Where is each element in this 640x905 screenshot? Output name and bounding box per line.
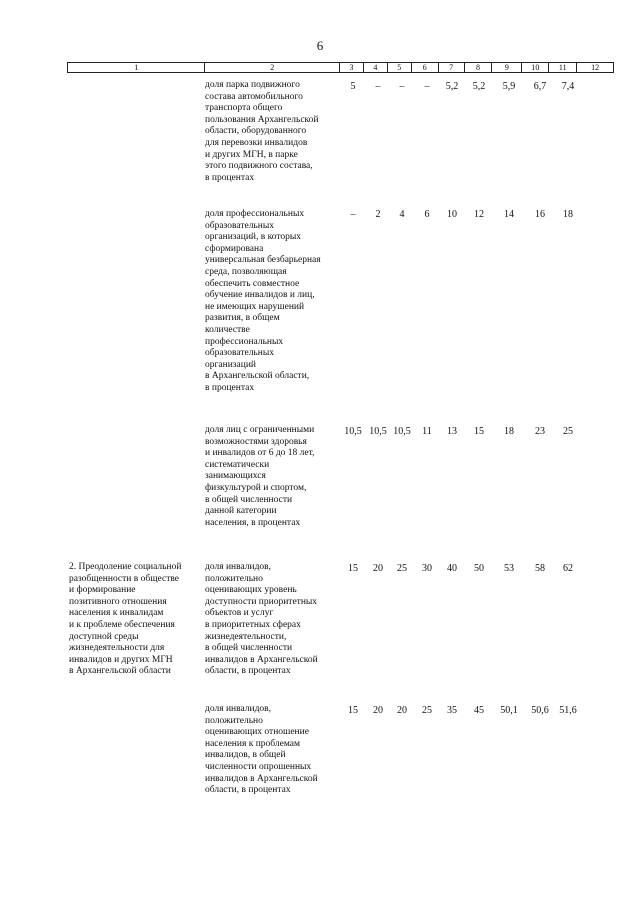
value-cell: 4 — [399, 209, 405, 220]
header-cell: 12 — [591, 63, 600, 72]
value-cell: 16 — [535, 209, 545, 220]
value-cell: – — [350, 209, 356, 220]
value-cell: 51,6 — [559, 705, 577, 716]
value-cell: 2 — [375, 209, 381, 220]
value-cell: 5,9 — [502, 81, 516, 92]
value-cell: 6,7 — [533, 81, 547, 92]
header-cell: 7 — [439, 63, 465, 72]
header-cell: 1 — [68, 63, 205, 72]
value-cell: 18 — [563, 209, 573, 220]
value-cell: 10,5 — [369, 426, 387, 437]
value-cell: 5,2 — [445, 81, 459, 92]
value-cell: 5 — [350, 81, 356, 92]
indicator-text: доля профессиональных образовательных организаций, в которых сформирована универсальная безбарьерная среда, позволяющая обеспечить совместное обучение инвалидов и лиц, не имеющих нарушений развития, в общем количестве профессиональных образовательных организаций в Архангельской области, в процентах — [205, 209, 321, 393]
value-cell: 20 — [373, 563, 383, 574]
value-cell: 10 — [447, 209, 457, 220]
header-cell: 10 — [522, 63, 549, 72]
indicator-text: доля лиц с ограниченными возможностями здоровья и инвалидов от 6 до 18 лет, систематически занимающихся физкультурой и спортом, в общей численности данной категории населения, в процентах — [205, 425, 315, 528]
value-cell: 18 — [504, 426, 514, 437]
indicator-text: доля инвалидов, положительно оценивающих уровень доступности приоритетных объектов и услуг в приоритетных сферах жизнедеятельности, в общей численности инвалидов в Архангельской области, в процентах — [205, 562, 318, 677]
value-cell: 23 — [535, 426, 545, 437]
value-cell: 53 — [504, 563, 514, 574]
value-cell: 25 — [397, 563, 407, 574]
page-number: 6 — [316, 38, 324, 53]
value-cell: 7,4 — [561, 81, 575, 92]
value-cell: – — [399, 81, 405, 92]
value-cell: 30 — [422, 563, 432, 574]
table-header-row — [67, 62, 614, 73]
value-cell: 15 — [348, 563, 358, 574]
header-cell: 6 — [412, 63, 439, 72]
value-cell: 40 — [447, 563, 457, 574]
value-cell: 15 — [348, 705, 358, 716]
value-cell: – — [375, 81, 381, 92]
header-cell: 2 — [205, 63, 340, 72]
indicator-text: доля инвалидов, положительно оценивающих отношение населения к проблемам инвалидов, в общей численности опрошенных инвалидов в Архангельской области, в процентах — [205, 704, 318, 796]
value-cell: 6 — [424, 209, 430, 220]
value-cell: 13 — [447, 426, 457, 437]
value-cell: 58 — [535, 563, 545, 574]
section-text: 2. Преодоление социальной разобщенности в обществе и формирование позитивного отношения населения к инвалидам и к проблеме обеспечения доступной среды жизнедеятельности для инвалидов и других МГН в Архангельской области — [69, 562, 182, 677]
value-cell: 5,2 — [472, 81, 486, 92]
value-cell: 50,1 — [500, 705, 518, 716]
value-cell: 20 — [373, 705, 383, 716]
value-cell: 10,5 — [344, 426, 362, 437]
value-cell: – — [424, 81, 430, 92]
value-cell: 14 — [504, 209, 514, 220]
value-cell: 20 — [397, 705, 407, 716]
value-cell: 10,5 — [393, 426, 411, 437]
header-cell: 8 — [465, 63, 493, 72]
value-cell: 25 — [563, 426, 573, 437]
value-cell: 15 — [474, 426, 484, 437]
header-cell: 5 — [388, 63, 412, 72]
header-cell: 3 — [340, 63, 364, 72]
header-cell: 11 — [549, 63, 577, 72]
value-cell: 11 — [422, 426, 432, 437]
header-cell: 4 — [364, 63, 388, 72]
value-cell: 45 — [474, 705, 484, 716]
value-cell: 12 — [474, 209, 484, 220]
header-cell: 9 — [492, 63, 522, 72]
value-cell: 25 — [422, 705, 432, 716]
indicator-text: доля парка подвижного состава автомобильного транспорта общего пользования Архангельской области, оборудованного для перевозки инвалидов и других МГН, в парке этого подвижного состава, в процентах — [205, 80, 319, 183]
value-cell: 35 — [447, 705, 457, 716]
value-cell: 50,6 — [531, 705, 549, 716]
value-cell: 62 — [563, 563, 573, 574]
value-cell: 50 — [474, 563, 484, 574]
